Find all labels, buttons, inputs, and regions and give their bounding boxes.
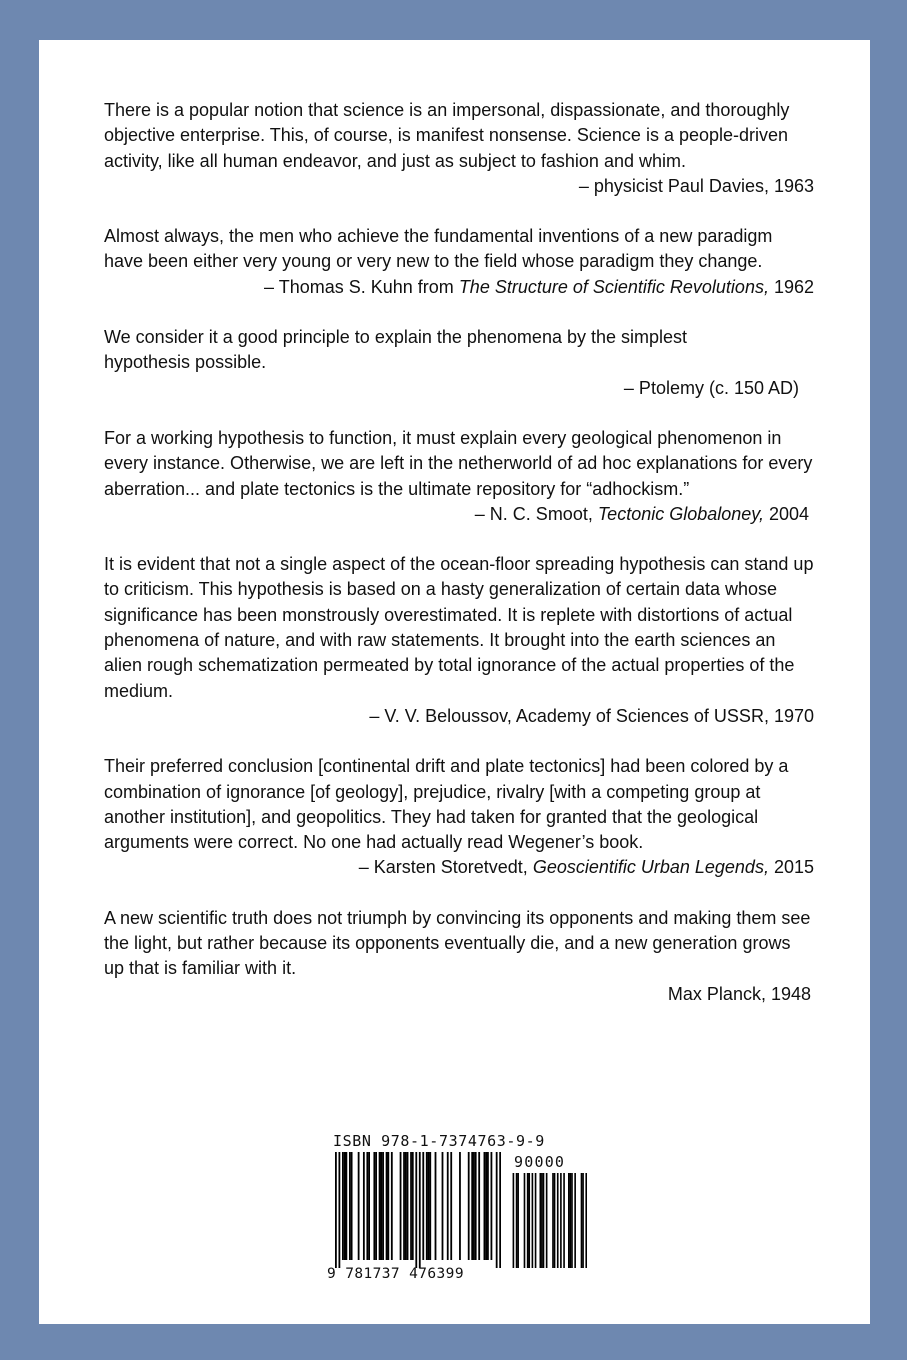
addon-bar [535, 1173, 537, 1268]
barcode-bar [426, 1152, 428, 1260]
addon-bar [570, 1173, 572, 1268]
barcode-bar [375, 1152, 377, 1260]
addon-bar [557, 1173, 559, 1268]
barcode-bar [412, 1152, 414, 1260]
barcode-bar [484, 1152, 486, 1260]
barcode-bar [429, 1152, 431, 1260]
addon-bar [541, 1173, 543, 1268]
barcode-bar [373, 1152, 375, 1260]
addon-bar [574, 1173, 576, 1268]
quote-attribution: – N. C. Smoot, Tectonic Globaloney, 2004 [474, 503, 809, 524]
addon-bar [528, 1173, 530, 1268]
addon-bar [532, 1173, 534, 1268]
barcode-bar [450, 1152, 452, 1260]
barcode-bar [471, 1152, 473, 1260]
quote-text: Their preferred conclusion [continental drift and plate tectonics] had been colored by a combination of ignorance [of geology], prejudice, rivalry [with a competing group at another institution], and geopolitics. They had taken for granted that the geological arguments were correct. No one had actually read Wegener’s book. [104, 756, 789, 853]
quote-text: We consider it a good principle to explain the phenomena by the simplest hypothesis possible. [104, 327, 688, 373]
quote-beloussov [104, 552, 814, 729]
barcode-bar [407, 1152, 409, 1260]
barcode-bar [344, 1152, 346, 1260]
addon-bar [540, 1173, 542, 1268]
quote-attribution: – Thomas S. Kuhn from The Structure of Scientific Revolutions, 1962 [264, 276, 814, 297]
addon-bar [516, 1173, 518, 1268]
barcode-bar [382, 1152, 384, 1260]
addon-bar [585, 1173, 587, 1268]
quote-text: There is a popular notion that science is an impersonal, dispassionate, and thoroughly objective enterprise. This, of course, is manifest nonsense. Science is a people-driven activity, like all human endeavor, and just as subject to fashion and whim. [104, 100, 790, 171]
barcode-bar [403, 1152, 405, 1260]
quote-attribution: – Ptolemy (c. 150 AD) [623, 377, 799, 398]
barcode-bar [379, 1152, 381, 1260]
quote-ptolemy [104, 325, 814, 401]
addon-bar [524, 1173, 526, 1268]
addon-bar [581, 1173, 583, 1268]
barcode-bar [478, 1152, 480, 1260]
addon-bar [568, 1173, 570, 1268]
quote-attribution: – Karsten Storetvedt, Geoscientific Urban Legends, 2015 [358, 857, 814, 878]
barcode-bar [366, 1152, 368, 1260]
quote-smoot [104, 426, 814, 527]
addon-bar [543, 1173, 545, 1268]
barcode-bar [405, 1152, 407, 1260]
barcode-bar [487, 1152, 489, 1260]
barcode-bar [345, 1152, 347, 1260]
addon-bar [571, 1173, 573, 1268]
addon-bar [563, 1173, 565, 1268]
isbn-barcode [327, 1132, 597, 1282]
barcode-bar [342, 1152, 344, 1260]
quote-davies [104, 98, 814, 199]
addon-bar [527, 1173, 529, 1268]
barcode-bar [473, 1152, 475, 1260]
barcode-bar [475, 1152, 477, 1260]
quote-storetvedt [104, 754, 814, 880]
quote-text: Almost always, the men who achieve the fundamental inventions of a new paradigm have been either very young or very new to the field whose paradigm they change. [104, 226, 773, 272]
barcode-bar [468, 1152, 470, 1260]
quotes-list [104, 98, 814, 1032]
barcode-bar [400, 1152, 402, 1260]
quote-text: For a working hypothesis to function, it must explain every geological phenomenon in every instance. Otherwise, we are left in the netherworld of ad hoc explanations for every aberration... and plate tectonics is the ultimate repository for “adhockism.” [104, 427, 813, 499]
barcode-bar [459, 1152, 461, 1260]
barcode-bar [496, 1152, 498, 1268]
quote-text: It is evident that not a single aspect of the ocean-floor spreading hypothesis can stand up to criticism. This hypothesis is based on a hasty generalization of certain data whose significance has been monstrously overestimated. It is replete with distortions of actual phenomena of nature, and with raw statements. It brought into the earth sciences an alien rough schematization permeated by total ignorance of the actual properties of the medium. [104, 554, 814, 701]
barcode-bar [410, 1152, 412, 1260]
isbn-label: ISBN 978-1-7374763-9-9 [333, 1132, 545, 1150]
barcode-bar [428, 1152, 430, 1260]
barcode-bar [499, 1152, 501, 1268]
barcode-bar [435, 1152, 437, 1260]
addon-bar [582, 1173, 584, 1268]
barcode-bar [363, 1152, 365, 1260]
quote-planck [104, 906, 814, 1007]
quote-text: A new scientific truth does not triumph by convincing its opponents and making them see the light, but rather because its opponents eventually die, and a new generation grows up that is familiar with it. [104, 907, 811, 979]
barcode-bar [386, 1152, 388, 1260]
addon-bar [560, 1173, 562, 1268]
back-cover [39, 40, 870, 1324]
quote-attribution: – V. V. Beloussov, Academy of Sciences of USSR, 1970 [369, 705, 814, 726]
barcode-bar [387, 1152, 389, 1260]
addon-bar [513, 1173, 515, 1268]
barcode-bar [391, 1152, 393, 1260]
barcode-bar [351, 1152, 353, 1260]
barcode-bar [419, 1152, 421, 1268]
ean-barcode-bars [335, 1152, 501, 1268]
addon-bar [552, 1173, 554, 1268]
barcode-bar [335, 1152, 337, 1268]
barcode-bar [491, 1152, 493, 1260]
barcode-bar [422, 1152, 424, 1260]
barcode-bar [380, 1152, 382, 1260]
price-code: 90000 [514, 1153, 566, 1171]
barcode-bar [349, 1152, 351, 1260]
addon-bar [546, 1173, 548, 1268]
addon-barcode-bars [511, 1173, 587, 1268]
barcode-bar [447, 1152, 449, 1260]
barcode-bar [338, 1152, 340, 1268]
barcode-bar [442, 1152, 444, 1260]
quote-kuhn [104, 224, 814, 300]
quote-attribution: Max Planck, 1948 [667, 983, 811, 1004]
barcode-bar [358, 1152, 360, 1260]
addon-bar [554, 1173, 556, 1268]
ean-digits: 9 781737 476399 [327, 1266, 464, 1282]
barcode-bar [368, 1152, 370, 1260]
quote-attribution: – physicist Paul Davies, 1963 [578, 175, 814, 196]
barcode-bar [485, 1152, 487, 1260]
addon-bar [517, 1173, 519, 1268]
barcode-bar [415, 1152, 417, 1268]
